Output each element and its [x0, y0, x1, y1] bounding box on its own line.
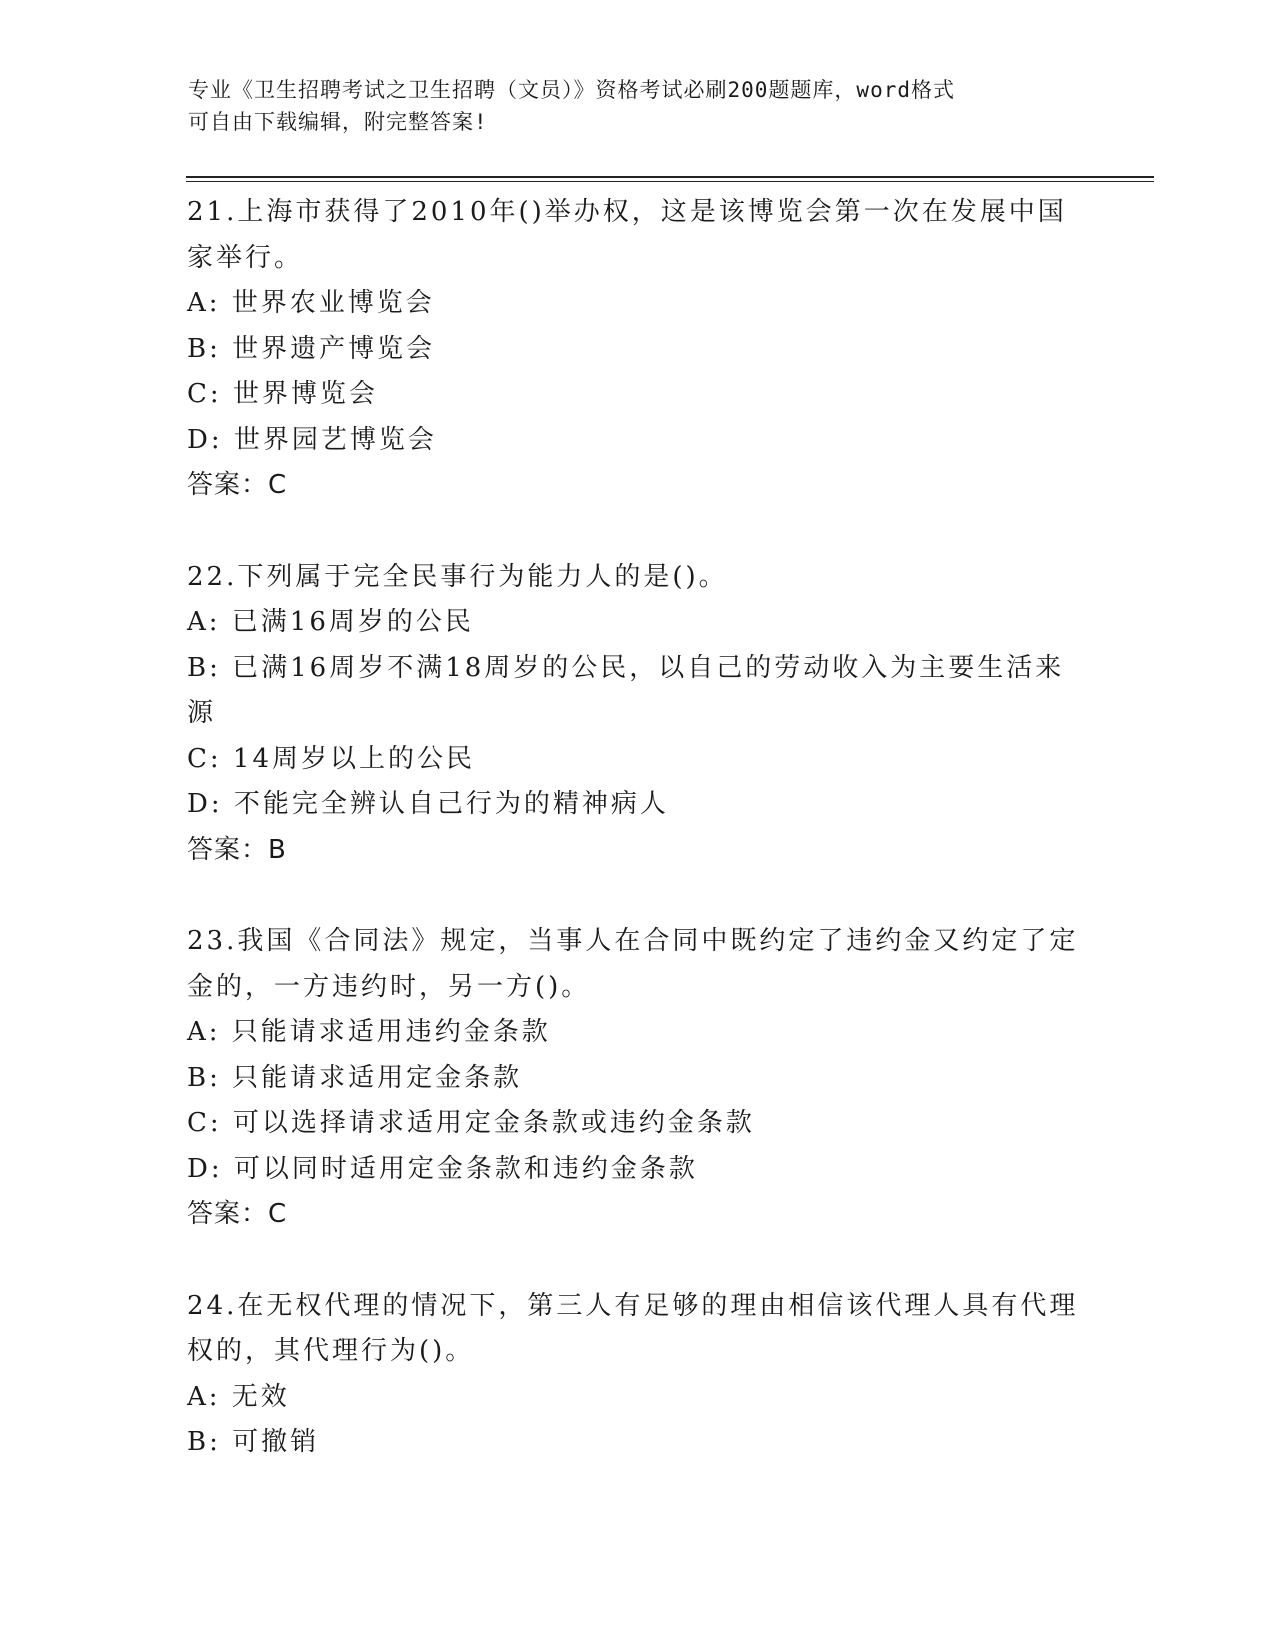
document-header — [188, 74, 1068, 138]
header-divider-thick — [186, 176, 1154, 178]
option-d: D: 世界园艺博览会 — [187, 424, 437, 455]
question-stem-line: 22.下列属于完全民事行为能力人的是()。 — [187, 561, 728, 592]
option-b: B: 可撤销 — [187, 1427, 320, 1457]
option-c: C: 世界博览会 — [187, 379, 378, 409]
option-b: B: 已满16周岁不满18周岁的公民，以自己的劳动收入为主要生活来 — [187, 652, 1065, 683]
option-a: A: 只能请求适用违约金条款 — [187, 1017, 551, 1047]
header-divider-thin — [186, 181, 1154, 182]
question-24 — [187, 1284, 1087, 1466]
question-list — [187, 190, 1087, 1466]
question-stem-line: 家举行。 — [187, 242, 304, 273]
option-b-continued: 源 — [187, 698, 217, 728]
option-a: A: 无效 — [187, 1381, 290, 1412]
answer-line: 答案：C — [187, 1199, 288, 1229]
option-d: D: 可以同时适用定金条款和违约金条款 — [187, 1153, 698, 1184]
option-d: D: 不能完全辨认自己行为的精神病人 — [187, 789, 669, 819]
header-line-1: 专业《卫生招聘考试之卫生招聘（文员）》资格考试必刷200题题库，word格式 — [188, 78, 955, 102]
question-21 — [187, 190, 1087, 509]
answer-line: 答案：B — [187, 834, 287, 865]
question-22 — [187, 555, 1087, 874]
question-stem-line: 权的，其代理行为()。 — [187, 1336, 475, 1366]
option-b: B: 只能请求适用定金条款 — [187, 1062, 523, 1093]
question-stem-line: 21.上海市获得了2010年()举办权，这是该博览会第一次在发展中国 — [187, 197, 1067, 227]
question-stem-line: 24.在无权代理的情况下，第三人有足够的理由相信该代理人具有代理 — [187, 1290, 1079, 1321]
option-c: C: 可以选择请求适用定金条款或违约金条款 — [187, 1108, 755, 1138]
question-23 — [187, 919, 1087, 1238]
answer-line: 答案：C — [187, 470, 288, 500]
header-line-2: 可自由下载编辑，附完整答案! — [188, 110, 488, 134]
option-a: A: 世界农业博览会 — [187, 288, 435, 318]
option-c: C: 14周岁以上的公民 — [187, 743, 476, 774]
option-b: B: 世界遗产博览会 — [187, 333, 436, 364]
question-stem-line: 23.我国《合同法》规定，当事人在合同中既约定了违约金又约定了定 — [187, 926, 1079, 956]
option-a: A: 已满16周岁的公民 — [187, 607, 474, 637]
question-stem-line: 金的，一方违约时，另一方()。 — [187, 971, 591, 1002]
